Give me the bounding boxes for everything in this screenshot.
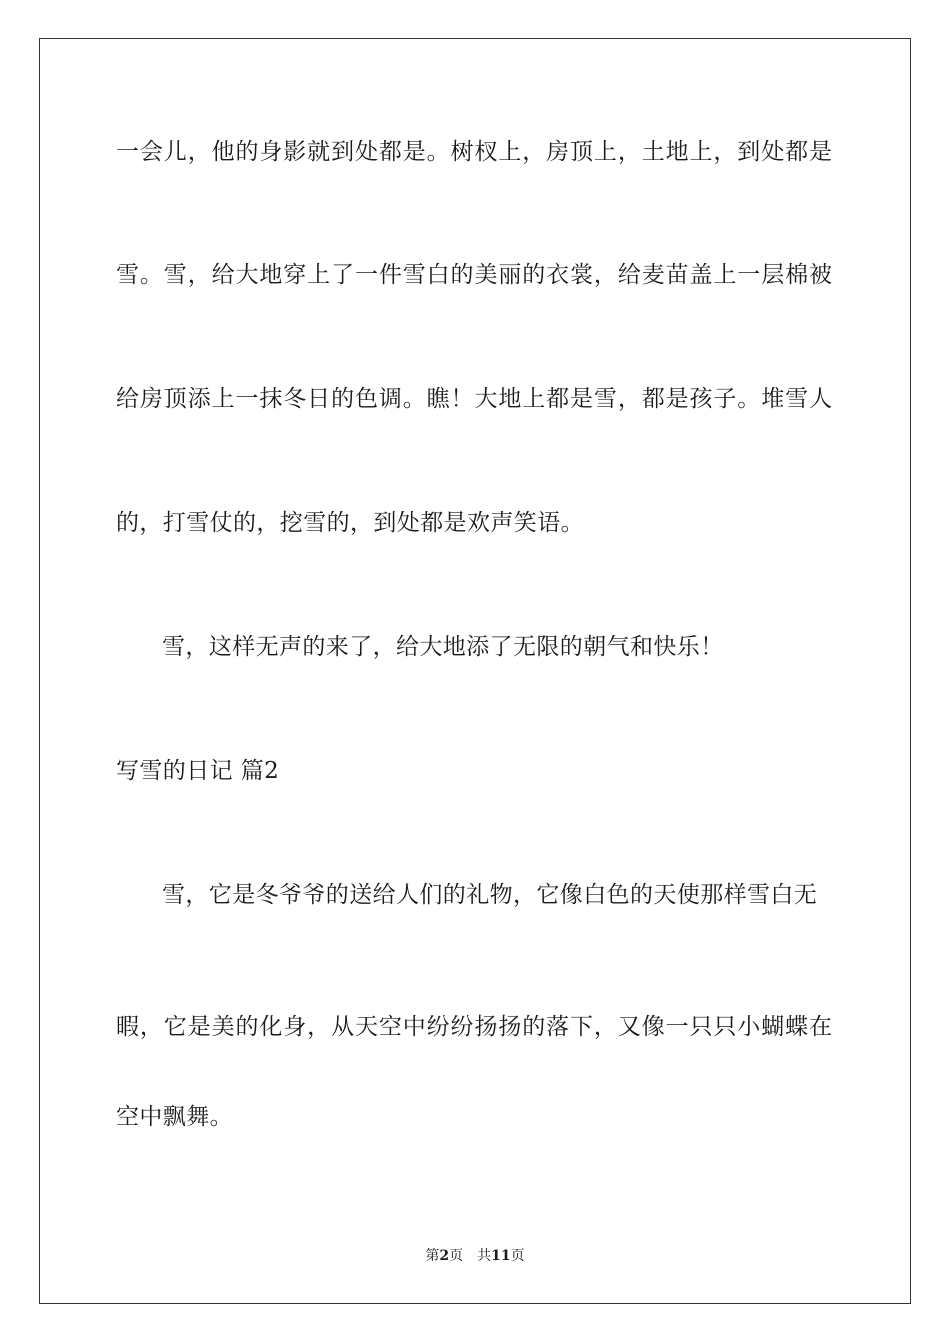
footer-page-prefix: 第 — [425, 1248, 440, 1264]
body-text-line-4: 的，打雪仗的，挖雪的，到处都是欢声笑语。 — [116, 510, 584, 536]
body-text-line-5: 雪，这样无声的来了，给大地添了无限的朝气和快乐！ — [162, 634, 724, 660]
section-heading: 写雪的日记 篇2 — [116, 758, 280, 784]
footer-total-suffix: 页 — [510, 1248, 525, 1264]
body-text-line-8: 空中飘舞。 — [116, 1104, 233, 1130]
body-text-line-3: 给房顶添上一抹冬日的色调。瞧！大地上都是雪，都是孩子。堆雪人 — [116, 386, 832, 412]
footer-page-number: 2 — [439, 1248, 450, 1264]
body-text-line-1: 一会儿，他的身影就到处都是。树杈上，房顶上，土地上，到处都是 — [116, 139, 832, 165]
footer-total-prefix: 共 — [477, 1248, 492, 1264]
footer-total-pages: 11 — [491, 1248, 511, 1264]
page-footer — [0, 1247, 950, 1265]
footer-page-suffix: 页 — [449, 1248, 464, 1264]
body-text-line-6: 雪，它是冬爷爷的送给人们的礼物，它像白色的天使那样雪白无 — [162, 882, 818, 908]
body-text-line-2: 雪。雪，给大地穿上了一件雪白的美丽的衣裳，给麦苗盖上一层棉被 — [116, 262, 832, 288]
body-text-line-7: 暇，它是美的化身，从天空中纷纷扬扬的落下，又像一只只小蝴蝶在 — [116, 1014, 832, 1040]
